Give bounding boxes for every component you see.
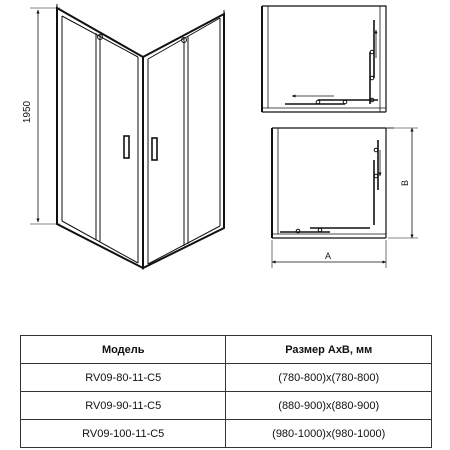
size-cell: (980-1000)x(980-1000): [226, 420, 432, 448]
left-door-handle: [124, 136, 129, 158]
table-row: [21, 364, 432, 392]
plan-view-dimensioned: [272, 128, 418, 268]
model-size-table: [20, 335, 432, 448]
table-row: [21, 420, 432, 448]
right-door-handle: [152, 138, 157, 160]
table-row: [21, 392, 432, 420]
column-header-size: Размер AxB, мм: [226, 336, 432, 364]
size-cell: (880-900)x(880-900): [226, 392, 432, 420]
dimension-a-label: A: [324, 251, 332, 261]
model-cell: RV09-90-11-C5: [21, 392, 226, 420]
column-header-model: Модель: [21, 336, 226, 364]
height-dimension-label: 1950: [22, 100, 33, 124]
dimension-b-label: B: [400, 179, 410, 187]
table-header-row: [21, 336, 432, 364]
model-cell: RV09-80-11-C5: [21, 364, 226, 392]
perspective-view: [30, 4, 224, 268]
model-cell: RV09-100-11-C5: [21, 420, 226, 448]
size-cell: (780-800)x(780-800): [226, 364, 432, 392]
plan-view-top: [262, 6, 386, 112]
